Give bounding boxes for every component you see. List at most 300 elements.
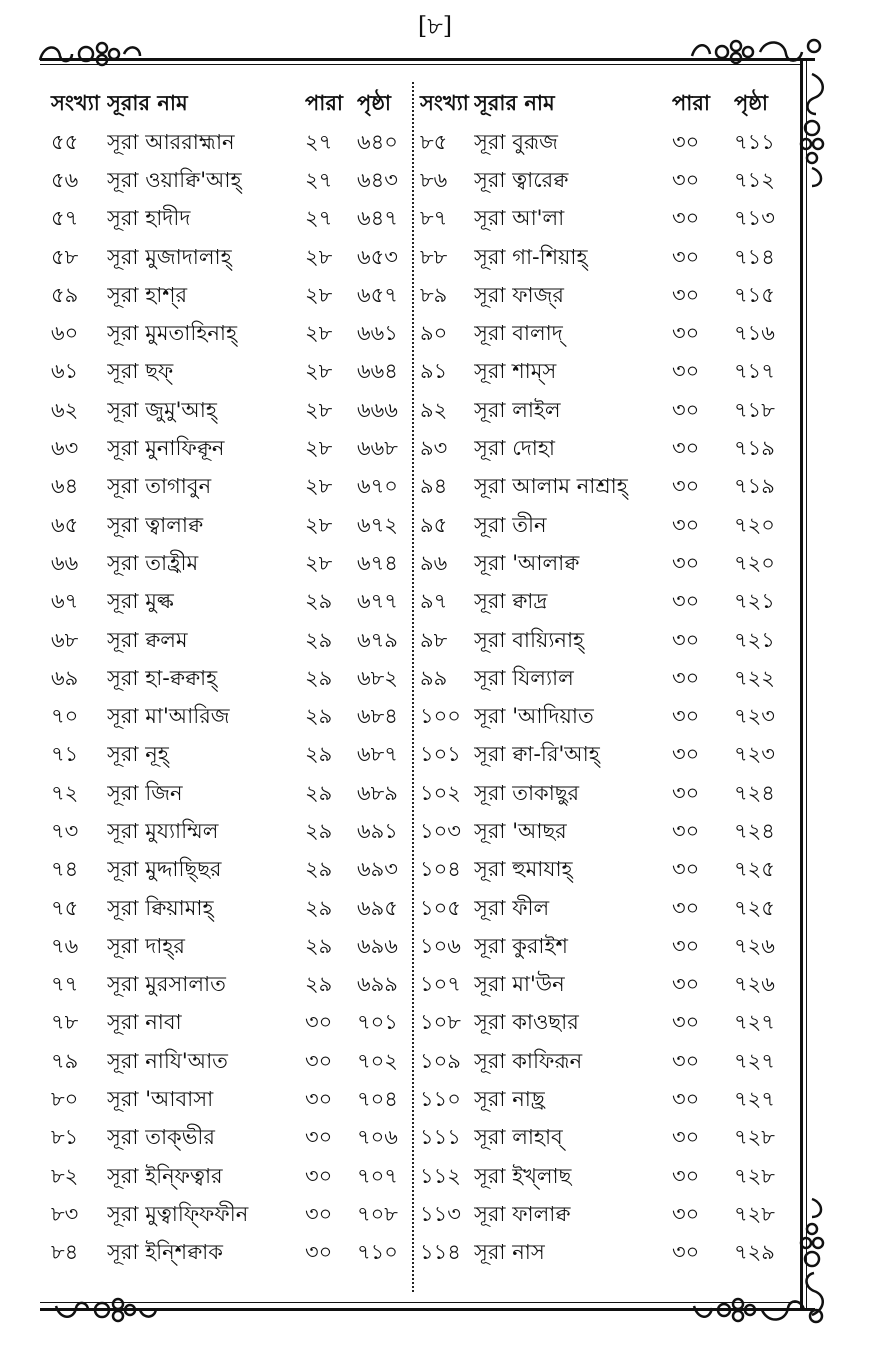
surah-number: ১০৫ — [420, 895, 461, 920]
header-number: সংখ্যা — [420, 90, 469, 115]
surah-name: সূরা তাগাবুন — [107, 474, 212, 499]
page-number-cell: ৭১৫ — [734, 282, 775, 307]
surah-number: ১০০ — [420, 704, 461, 729]
surah-name: সূরা ক্বাদ্র — [474, 589, 548, 614]
page-number-cell: ৭০৪ — [357, 1087, 398, 1112]
page-number-cell: ৬৭২ — [357, 512, 398, 537]
table-row — [420, 584, 800, 622]
surah-name: সূরা কাফিরূন — [474, 1048, 583, 1073]
para-number: ৩০ — [672, 1087, 700, 1112]
surah-name: সূরা আ'লা — [474, 206, 565, 231]
para-number: ৩০ — [672, 1201, 700, 1226]
para-number: ৩০ — [672, 933, 700, 958]
surah-name: সূরা ওয়াক্বি'আহ্ — [107, 167, 242, 192]
table-row — [45, 315, 415, 353]
para-number: ৩০ — [672, 1125, 700, 1150]
table-row — [420, 1235, 800, 1273]
page-number-cell: ৬৮৪ — [357, 704, 398, 729]
table-row — [45, 1235, 415, 1273]
page-number-cell: ৭২৩ — [734, 704, 775, 729]
para-number: ২৯ — [305, 933, 333, 958]
table-row — [420, 1005, 800, 1043]
surah-name: সূরা নাবা — [107, 1010, 182, 1035]
table-row — [45, 1196, 415, 1234]
surah-name: সূরা জিন — [107, 780, 183, 805]
table-row — [420, 239, 800, 277]
page-number-cell: ৬৭৪ — [357, 550, 398, 575]
para-number: ২৯ — [305, 627, 333, 652]
surah-number: ৭৮ — [51, 1010, 79, 1035]
page-number-cell: ৭২০ — [734, 512, 775, 537]
page-number-cell: ৭২৩ — [734, 742, 775, 767]
table-row — [45, 430, 415, 468]
surah-number: ৮০ — [51, 1087, 79, 1112]
para-number: ২৭ — [305, 129, 333, 154]
surah-number: ৯২ — [420, 397, 448, 422]
para-number: ৩০ — [672, 780, 700, 805]
para-number: ২৮ — [305, 436, 333, 461]
para-number: ৩০ — [672, 704, 700, 729]
surah-name: সূরা হা-ক্বক্বাহ্ — [107, 665, 218, 690]
page-number-cell: ৬৯১ — [357, 818, 398, 843]
page-number-cell: ৬৪০ — [357, 129, 398, 154]
para-number: ২৯ — [305, 972, 333, 997]
page-number-cell: ৭২৫ — [734, 857, 775, 882]
surah-name: সূরা ত্বালাক্ব — [107, 512, 204, 537]
surah-name: সূরা মুয্যাম্মিল — [107, 818, 219, 843]
para-number: ২৮ — [305, 244, 333, 269]
para-number: ৩০ — [672, 512, 700, 537]
table-row — [420, 928, 800, 966]
page-number-cell: ৭২৪ — [734, 818, 775, 843]
surah-name: সূরা যিল্যাল — [474, 665, 574, 690]
table-row — [45, 1005, 415, 1043]
table-row — [420, 698, 800, 736]
page-number-cell: ৭২৮ — [734, 1201, 775, 1226]
table-row — [45, 545, 415, 583]
page-number-cell: ৭২৪ — [734, 780, 775, 805]
surah-number: ৯৭ — [420, 589, 448, 614]
surah-number: ১০১ — [420, 742, 461, 767]
table-row — [45, 239, 415, 277]
surah-name: সূরা আলাম নাশ্রাহ্ — [474, 474, 628, 499]
para-number: ৩০ — [672, 550, 700, 575]
table-row — [420, 315, 800, 353]
para-number: ২৭ — [305, 206, 333, 231]
table-row — [45, 162, 415, 200]
surah-name: সূরা নূহ্ — [107, 742, 169, 767]
surah-name: সূরা মুল্ক — [107, 589, 174, 614]
surah-name: সূরা তাক্ভীর — [107, 1125, 215, 1150]
surah-number: ৭৬ — [51, 933, 79, 958]
table-row — [420, 201, 800, 239]
surah-number: ৬১ — [51, 359, 79, 384]
surah-name: সূরা 'আবাসা — [107, 1087, 214, 1112]
table-row — [420, 469, 800, 507]
right-table-body — [420, 124, 800, 1273]
surah-name: সূরা বায়্যিনাহ্ — [474, 627, 585, 652]
surah-number: ৮৯ — [420, 282, 448, 307]
surah-number: ৬৭ — [51, 589, 79, 614]
para-number: ৩০ — [672, 282, 700, 307]
page-number-cell: ৭১৪ — [734, 244, 775, 269]
page-number-cell: ৬৬১ — [357, 321, 398, 346]
surah-number: ৬৯ — [51, 665, 79, 690]
surah-name: সূরা তীন — [474, 512, 547, 537]
surah-name: সূরা কাওছার — [474, 1010, 579, 1035]
surah-number: ৮৬ — [420, 167, 448, 192]
para-number: ৩০ — [672, 206, 700, 231]
surah-name: সূরা মুজাদালাহ্ — [107, 244, 232, 269]
page-number-cell: ৭২৭ — [734, 1010, 775, 1035]
para-number: ২৯ — [305, 780, 333, 805]
bottom-left-ornament-icon — [52, 1292, 162, 1326]
para-number: ৩০ — [672, 359, 700, 384]
surah-number: ৯১ — [420, 359, 448, 384]
surah-number: ৭১ — [51, 742, 79, 767]
para-number: ৩০ — [672, 742, 700, 767]
table-row — [45, 852, 415, 890]
table-row — [45, 660, 415, 698]
para-number: ৩০ — [305, 1087, 333, 1112]
right-table-header — [420, 84, 800, 124]
page-number-cell: ৭১৯ — [734, 474, 775, 499]
surah-number: ৭৯ — [51, 1048, 79, 1073]
surah-name: সূরা তাকাছুর — [474, 780, 580, 805]
table-row — [420, 545, 800, 583]
surah-name: সূরা 'আলাক্ব — [474, 550, 580, 575]
page-number-cell: ৬৯৯ — [357, 972, 398, 997]
surah-number: ৯৯ — [420, 665, 448, 690]
header-number: সংখ্যা — [51, 90, 100, 115]
para-number: ৩০ — [672, 972, 700, 997]
surah-number: ৭৭ — [51, 972, 79, 997]
page-number-cell: ৭০৭ — [357, 1163, 398, 1188]
page-number-cell: ৭২০ — [734, 550, 775, 575]
page-number-cell: ৬৮৭ — [357, 742, 398, 767]
page-number-cell: ৭১২ — [734, 167, 775, 192]
page-number-cell: ৬৭৭ — [357, 589, 398, 614]
surah-number: ৭৪ — [51, 857, 79, 882]
page-number-cell: ৬৫৩ — [357, 244, 398, 269]
page-number-cell: ৬৮২ — [357, 665, 398, 690]
page-number-cell: ৭২২ — [734, 665, 775, 690]
surah-number: ১১৪ — [420, 1240, 461, 1265]
page-number-cell: ৬৬৮ — [357, 436, 398, 461]
para-number: ৩০ — [305, 1010, 333, 1035]
surah-number: ৫৮ — [51, 244, 79, 269]
surah-number: ১০৩ — [420, 818, 461, 843]
surah-number: ১১০ — [420, 1087, 461, 1112]
table-row — [45, 1120, 415, 1158]
para-number: ৩০ — [305, 1240, 333, 1265]
para-number: ৩০ — [305, 1163, 333, 1188]
page-number-cell: ৭২৯ — [734, 1240, 775, 1265]
para-number: ৩০ — [672, 244, 700, 269]
left-table-header — [45, 84, 415, 124]
table-row — [420, 430, 800, 468]
page-number-cell: ৭১৮ — [734, 397, 775, 422]
table-row — [420, 124, 800, 162]
surah-name: সূরা মুমতাহিনাহ্ — [107, 321, 238, 346]
page-number-cell: ৬৯৬ — [357, 933, 398, 958]
para-number: ২৯ — [305, 665, 333, 690]
top-right-ornament-icon — [688, 32, 828, 72]
surah-name: সূরা ত্বারেক্ব — [474, 167, 569, 192]
surah-number: ৮৪ — [51, 1240, 79, 1265]
top-left-ornament-icon — [36, 36, 146, 70]
para-number: ৩০ — [672, 627, 700, 652]
surah-number: ৬৮ — [51, 627, 79, 652]
table-row — [420, 813, 800, 851]
table-row — [420, 1043, 800, 1081]
table-row — [420, 354, 800, 392]
surah-name: সূরা বুরূজ — [474, 129, 558, 154]
surah-name: সূরা নাছ্র — [474, 1087, 545, 1112]
para-number: ৩০ — [672, 1240, 700, 1265]
page-number-cell: ৭২১ — [734, 589, 775, 614]
surah-name: সূরা জুমু'আহ্ — [107, 397, 217, 422]
para-number: ২৯ — [305, 589, 333, 614]
surah-number: ১০৪ — [420, 857, 461, 882]
para-number: ২৯ — [305, 704, 333, 729]
para-number: ৩০ — [672, 474, 700, 499]
para-number: ২৭ — [305, 167, 333, 192]
surah-name: সূরা ছফ্ — [107, 359, 174, 384]
surah-number: ১০৬ — [420, 933, 461, 958]
para-number: ৩০ — [305, 1048, 333, 1073]
surah-number: ৮৭ — [420, 206, 448, 231]
page-number-cell: ৭১০ — [357, 1240, 398, 1265]
page-number-cell: ৭১৩ — [734, 206, 775, 231]
para-number: ৩০ — [672, 1048, 700, 1073]
surah-number: ৯৬ — [420, 550, 448, 575]
surah-name: সূরা হাদীদ — [107, 206, 191, 231]
page-number-cell: ৭০২ — [357, 1048, 398, 1073]
surah-name: সূরা ইন্ফিত্বার — [107, 1163, 223, 1188]
left-table-body — [45, 124, 415, 1273]
surah-number: ১০৭ — [420, 972, 461, 997]
surah-number: ৮৫ — [420, 129, 448, 154]
surah-number: ৮১ — [51, 1125, 79, 1150]
table-row — [420, 1158, 800, 1196]
para-number: ৩০ — [672, 167, 700, 192]
surah-number: ১০২ — [420, 780, 461, 805]
para-number: ৩০ — [672, 1163, 700, 1188]
table-row — [45, 775, 415, 813]
page-number-cell: ৭১৯ — [734, 436, 775, 461]
right-surah-table — [420, 84, 800, 1273]
surah-number: ৬৪ — [51, 474, 79, 499]
surah-number: ৫৫ — [51, 129, 79, 154]
table-row — [45, 967, 415, 1005]
table-row — [45, 277, 415, 315]
surah-name: সূরা লাহাব্ — [474, 1125, 563, 1150]
para-number: ২৮ — [305, 397, 333, 422]
bottom-right-ornament-icon — [690, 1290, 830, 1330]
surah-name: সূরা ফালাক্ব — [474, 1201, 571, 1226]
page-number-cell: ৭২১ — [734, 627, 775, 652]
surah-number: ৯৪ — [420, 474, 448, 499]
surah-name: সূরা আররাহ্মান — [107, 129, 235, 154]
surah-name: সূরা ক্বলম — [107, 627, 188, 652]
table-row — [420, 1120, 800, 1158]
surah-name: সূরা তাহ্রীম — [107, 550, 199, 575]
table-row — [420, 775, 800, 813]
surah-name: সূরা মা'উন — [474, 972, 565, 997]
surah-number: ১০৯ — [420, 1048, 461, 1073]
table-row — [420, 660, 800, 698]
surah-name: সূরা মা'আরিজ — [107, 704, 230, 729]
surah-name: সূরা 'আদিয়াত — [474, 704, 594, 729]
surah-name: সূরা মুনাফিক্বূন — [107, 436, 225, 461]
para-number: ৩০ — [672, 1010, 700, 1035]
page-number-cell: ৬৪৭ — [357, 206, 398, 231]
page-number-cell: ৬৯৩ — [357, 857, 398, 882]
surah-name: সূরা মুত্বাফ্ফিফীন — [107, 1201, 249, 1226]
table-row — [420, 890, 800, 928]
surah-name: সূরা দোহা — [474, 436, 555, 461]
para-number: ৩০ — [672, 129, 700, 154]
para-number: ৩০ — [672, 895, 700, 920]
page-number-cell: ৬৬৪ — [357, 359, 398, 384]
surah-number: ৭২ — [51, 780, 79, 805]
para-number: ২৯ — [305, 742, 333, 767]
right-border-inner-rule — [806, 60, 807, 1310]
surah-number: ৯৮ — [420, 627, 448, 652]
surah-number: ৬০ — [51, 321, 79, 346]
page-number-cell: ৭০৬ — [357, 1125, 398, 1150]
surah-name: সূরা ইখ্লাছ — [474, 1163, 572, 1188]
surah-number: ১০৮ — [420, 1010, 461, 1035]
page-number: [৮] — [417, 12, 453, 40]
page-number-cell: ৭২৭ — [734, 1048, 775, 1073]
page-number-cell: ৭১৭ — [734, 359, 775, 384]
table-row — [420, 507, 800, 545]
table-row — [420, 852, 800, 890]
page-number-cell: ৭১৬ — [734, 321, 775, 346]
para-number: ৩০ — [672, 818, 700, 843]
surah-name: সূরা ফাজ্‌র — [474, 282, 564, 307]
header-name: সূরার নাম — [474, 90, 555, 115]
para-number: ২৮ — [305, 474, 333, 499]
surah-number: ৯৩ — [420, 436, 448, 461]
page-number-cell: ৬৫৭ — [357, 282, 398, 307]
surah-name: সূরা হাশ্‌র — [107, 282, 188, 307]
para-number: ২৮ — [305, 359, 333, 384]
surah-name: সূরা কুরাইশ — [474, 933, 568, 958]
para-number: ২৯ — [305, 818, 333, 843]
table-row — [45, 201, 415, 239]
table-row — [45, 507, 415, 545]
surah-name: সূরা ক্বিয়ামাহ্ — [107, 895, 214, 920]
page-number-cell: ৬৭০ — [357, 474, 398, 499]
para-number: ৩০ — [672, 665, 700, 690]
para-number: ৩০ — [672, 857, 700, 882]
surah-name: সূরা শাম্স — [474, 359, 557, 384]
surah-name: সূরা মুদ্দাছ্ছির — [107, 857, 222, 882]
para-number: ২৯ — [305, 895, 333, 920]
top-border-inner-rule — [40, 64, 800, 65]
page-number-cell: ৬৭৯ — [357, 627, 398, 652]
surah-name: সূরা গা-শিয়াহ্ — [474, 244, 588, 269]
surah-number: ১১৩ — [420, 1201, 461, 1226]
surah-number: ৭৩ — [51, 818, 79, 843]
page-number-cell: ৭২৮ — [734, 1125, 775, 1150]
surah-number: ১১১ — [420, 1125, 461, 1150]
header-name: সূরার নাম — [107, 90, 188, 115]
table-row — [45, 1043, 415, 1081]
table-row — [45, 392, 415, 430]
surah-name: সূরা বালাদ্ — [474, 321, 563, 346]
surah-number: ৯৫ — [420, 512, 448, 537]
para-number: ২৯ — [305, 857, 333, 882]
page-number-cell: ৭২৮ — [734, 1163, 775, 1188]
table-row — [45, 1081, 415, 1119]
table-row — [45, 584, 415, 622]
page-number-cell: ৭২৬ — [734, 933, 775, 958]
table-row — [45, 354, 415, 392]
page-number-cell: ৬৪৩ — [357, 167, 398, 192]
table-row — [45, 1158, 415, 1196]
surah-name: সূরা 'আছর — [474, 818, 567, 843]
page-number-cell: ৬৬৬ — [357, 397, 398, 422]
surah-number: ৬৬ — [51, 550, 79, 575]
surah-number: ৬৩ — [51, 436, 79, 461]
surah-number: ১১২ — [420, 1163, 461, 1188]
surah-number: ৮২ — [51, 1163, 79, 1188]
surah-name: সূরা হুমাযাহ্ — [474, 857, 573, 882]
surah-number: ৭৫ — [51, 895, 79, 920]
para-number: ৩০ — [672, 436, 700, 461]
table-row — [45, 737, 415, 775]
page-number-cell: ৬৮৯ — [357, 780, 398, 805]
surah-name: সূরা ক্বা-রি'আহ্ — [474, 742, 600, 767]
page-number-cell: ৬৯৫ — [357, 895, 398, 920]
table-row — [420, 1196, 800, 1234]
table-row — [45, 469, 415, 507]
surah-number: ৫৬ — [51, 167, 79, 192]
table-row — [45, 622, 415, 660]
table-row — [420, 392, 800, 430]
page-number-cell: ৭০১ — [357, 1010, 398, 1035]
table-row — [420, 277, 800, 315]
para-number: ৩০ — [672, 321, 700, 346]
surah-number: ৮৮ — [420, 244, 448, 269]
table-row — [420, 967, 800, 1005]
header-page: পৃষ্ঠা — [357, 90, 392, 115]
right-border-rule — [800, 60, 803, 1310]
table-row — [420, 737, 800, 775]
left-surah-table — [45, 84, 415, 1273]
surah-number: ৯০ — [420, 321, 448, 346]
para-number: ৩০ — [672, 397, 700, 422]
page-number-cell: ৭২৫ — [734, 895, 775, 920]
surah-number: ৫৯ — [51, 282, 79, 307]
para-number: ২৮ — [305, 512, 333, 537]
table-row — [45, 813, 415, 851]
header-page: পৃষ্ঠা — [734, 90, 769, 115]
para-number: ২৮ — [305, 282, 333, 307]
page-number-cell: ৭০৮ — [357, 1201, 398, 1226]
surah-number: ৬২ — [51, 397, 79, 422]
surah-name: সূরা নাযি'আত — [107, 1048, 228, 1073]
para-number: ৩০ — [672, 589, 700, 614]
page-number-cell: ৭২৬ — [734, 972, 775, 997]
surah-name: সূরা লাইল — [474, 397, 561, 422]
table-row — [45, 890, 415, 928]
surah-name: সূরা ফীল — [474, 895, 550, 920]
